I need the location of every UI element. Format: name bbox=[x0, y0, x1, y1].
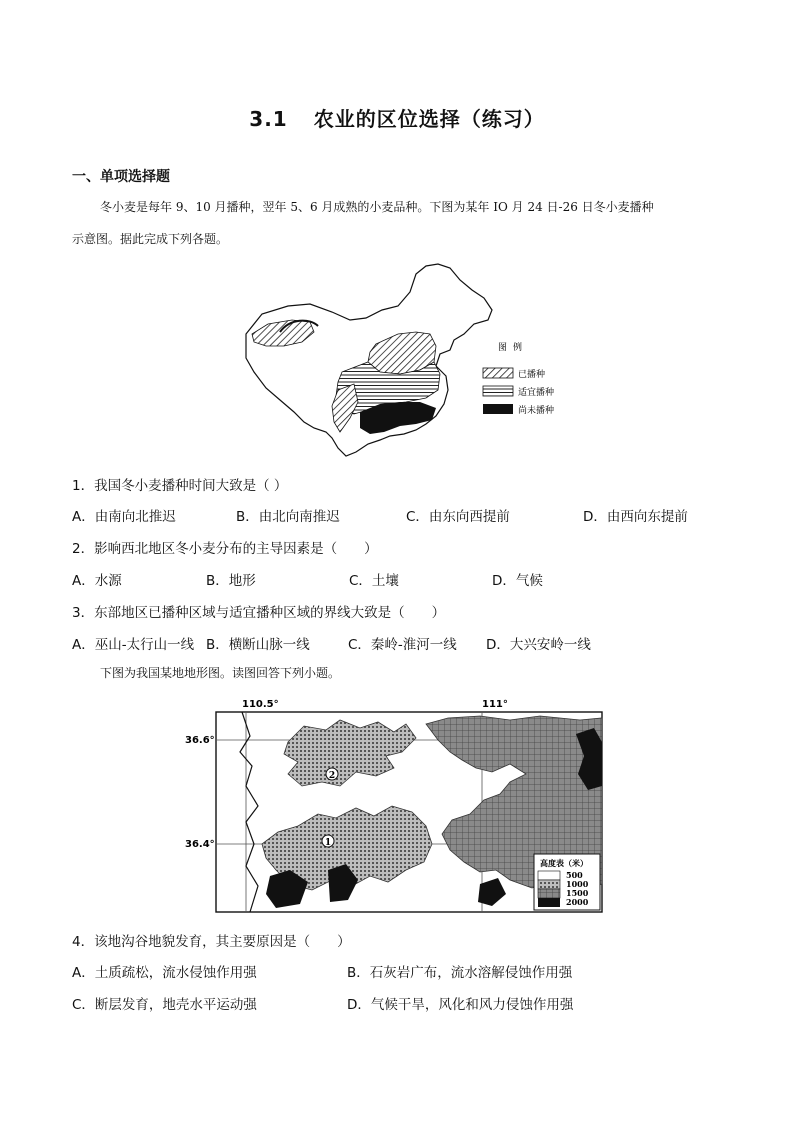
q4-option-b: B．石灰岩广布，流水溶解侵蚀作用强 bbox=[347, 965, 573, 981]
legend-label-suitable: 适宜播种 bbox=[518, 388, 555, 398]
q1-option-d: D．由西向东提前 bbox=[583, 509, 688, 525]
legend-swatch-sown bbox=[483, 368, 513, 378]
intro-line-2: 示意图。据此完成下列各题。 bbox=[72, 232, 229, 246]
intro-2: 下图为我国某地地形图。读图回答下列小题。 bbox=[100, 666, 341, 680]
q4-option-a: A．土质疏松，流水侵蚀作用强 bbox=[72, 965, 257, 981]
lat-label-36-6: 36.6° bbox=[185, 735, 215, 746]
legend-swatch-suitable bbox=[483, 386, 513, 396]
title-text: 农业的区位选择（练习） bbox=[313, 107, 545, 131]
marker-2-label: 2 bbox=[328, 771, 336, 781]
q4-option-d: D．气候干旱，风化和风力侵蚀作用强 bbox=[347, 997, 574, 1013]
elev-swatch-2000 bbox=[538, 898, 560, 907]
q3-option-a: A．巫山-太行山一线 bbox=[72, 637, 195, 653]
q2-option-b: B．地形 bbox=[206, 573, 256, 589]
elev-label-500: 500 bbox=[566, 870, 583, 880]
elev-swatch-500 bbox=[538, 871, 560, 880]
q2-option-d: D．气候 bbox=[492, 573, 543, 589]
q1-option-a: A．由南向北推迟 bbox=[72, 509, 176, 525]
section-heading: 一、单项选择题 bbox=[72, 169, 170, 185]
question-3-stem: 3．东部地区已播种区域与适宜播种区域的界线大致是（ ） bbox=[72, 605, 446, 621]
title-number: 3.1 bbox=[249, 107, 288, 131]
elevation-legend-title: 高度表（米） bbox=[540, 858, 588, 868]
q3-option-d: D．大兴安岭一线 bbox=[486, 637, 591, 653]
q3-option-b: B．横断山脉一线 bbox=[206, 637, 310, 653]
q3-option-c: C．秦岭-淮河一线 bbox=[348, 637, 457, 653]
page-title bbox=[0, 103, 794, 132]
q1-option-b: B．由北向南推迟 bbox=[236, 509, 340, 525]
lat-label-36-4: 36.4° bbox=[185, 839, 215, 850]
q2-option-a: A．水源 bbox=[72, 573, 122, 589]
q4-option-c: C．断层发育，地壳水平运动强 bbox=[72, 997, 257, 1013]
china-wheat-map bbox=[240, 262, 570, 462]
topographic-map bbox=[180, 694, 612, 916]
q1-option-c: C．由东向西提前 bbox=[406, 509, 510, 525]
legend-swatch-unsown bbox=[483, 404, 513, 414]
question-4-stem: 4．该地沟谷地貌发育，其主要原因是（ ） bbox=[72, 934, 351, 950]
q2-option-c: C．土壤 bbox=[349, 573, 399, 589]
elev-swatch-1000 bbox=[538, 880, 560, 889]
question-1-stem: 1．我国冬小麦播种时间大致是（ ） bbox=[72, 478, 288, 494]
lon-label-110-5: 110.5° bbox=[242, 699, 279, 710]
legend-label-unsown: 尚未播种 bbox=[518, 406, 555, 416]
elev-swatch-1500 bbox=[538, 889, 560, 898]
marker-1-label: 1 bbox=[324, 838, 332, 848]
map1-legend-title: 图例 bbox=[498, 343, 529, 353]
lon-label-111: 111° bbox=[482, 699, 508, 710]
elev-label-1500: 1500 bbox=[566, 888, 589, 898]
question-2-stem: 2．影响西北地区冬小麦分布的主导因素是（ ） bbox=[72, 541, 378, 557]
elev-label-1000: 1000 bbox=[566, 879, 589, 889]
elev-label-2000: 2000 bbox=[566, 897, 589, 907]
intro-line-1: 冬小麦是每年 9、10 月播种，翌年 5、6 月成熟的小麦品种。下图为某年 IO 月 24 日-26 日冬小麦播种 bbox=[100, 200, 654, 214]
legend-label-sown: 已播种 bbox=[518, 370, 546, 380]
